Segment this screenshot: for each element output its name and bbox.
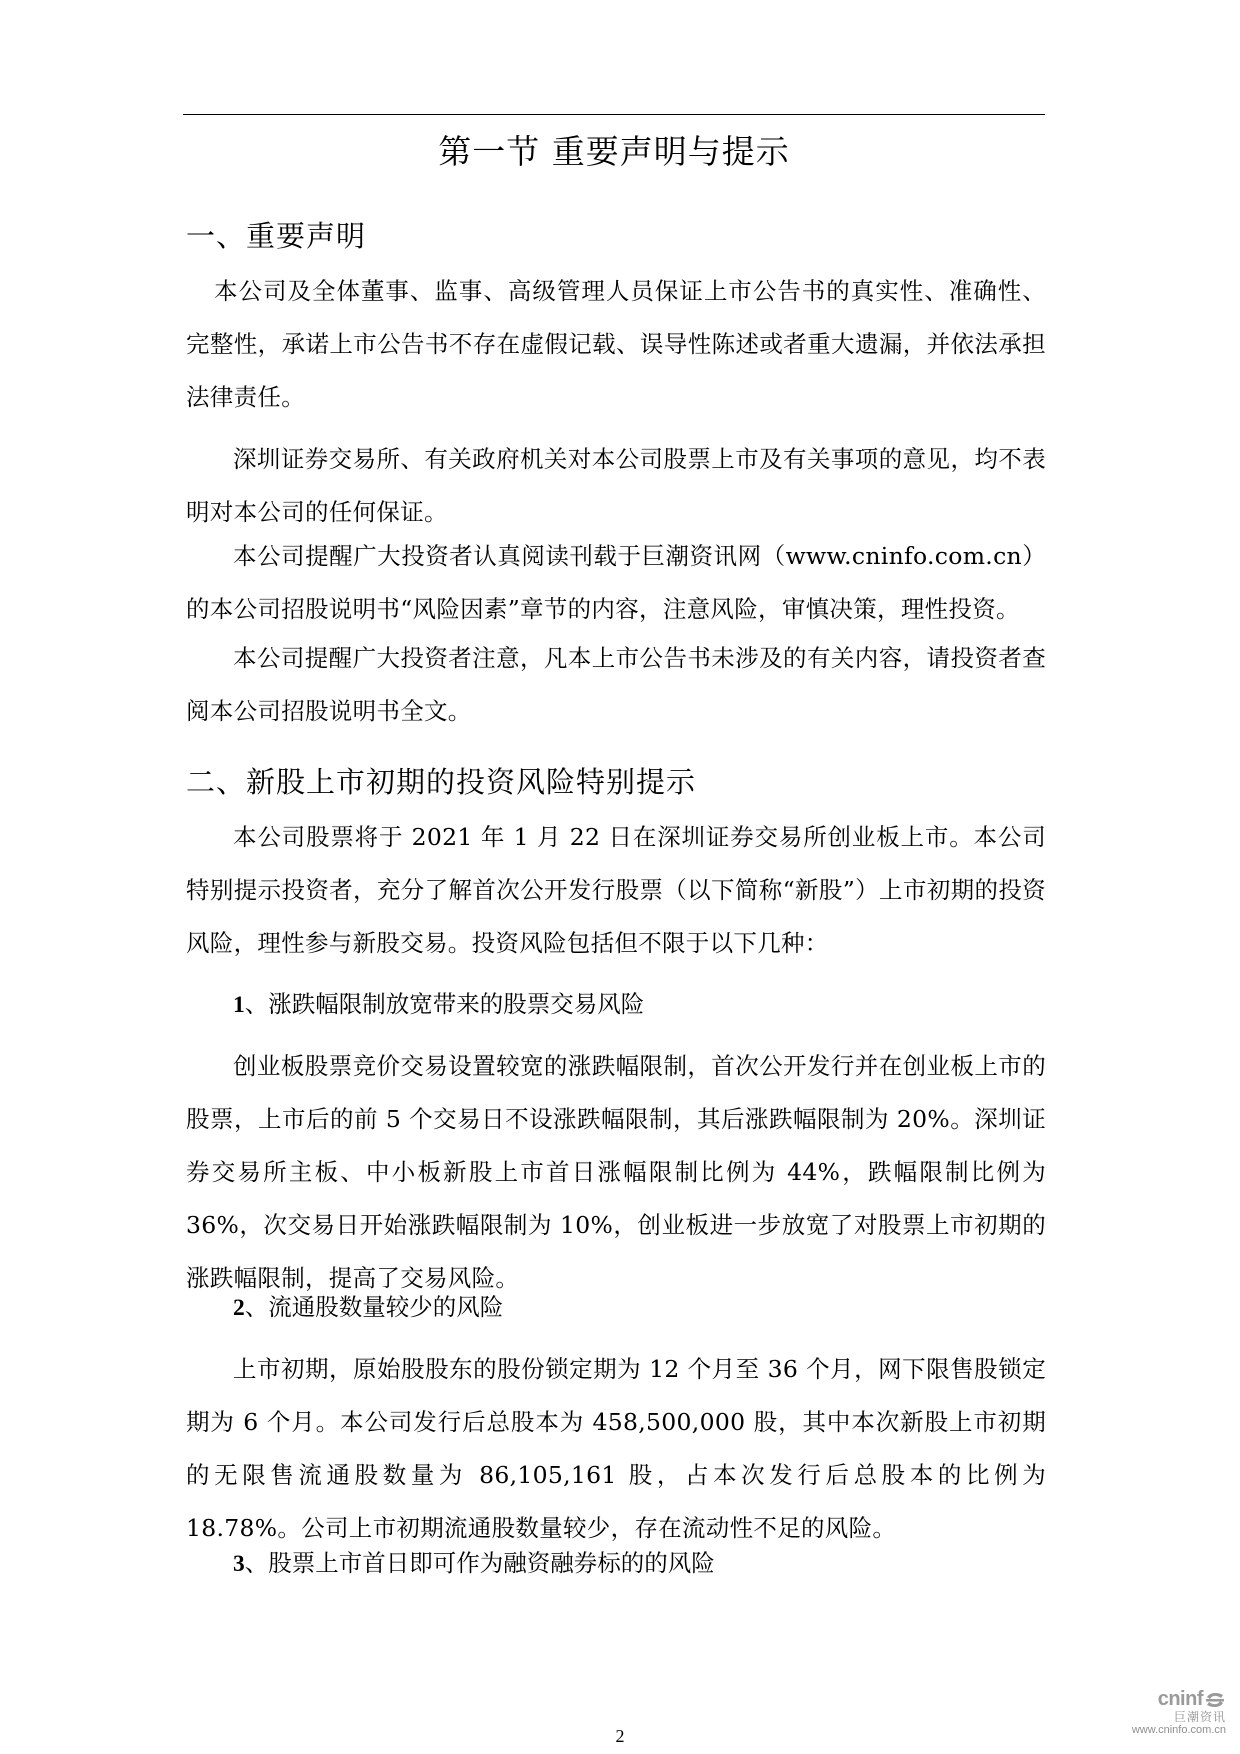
watermark-url: www.cninfo.com.cn <box>1131 1724 1226 1736</box>
risk-number: 1 <box>233 992 245 1018</box>
page-number: 2 <box>615 1726 625 1746</box>
paragraph-risk-intro: 本公司股票将于 2021 年 1 月 22 日在深圳证券交易所创业板上市。本公司特别提示投资者，充分了解首次公开发行股票（以下简称“新股”）上市初期的投资风险，理性参与新股交易。投资风险包括但不限于以下几种： <box>186 823 1046 957</box>
risk-number: 2 <box>233 1295 245 1321</box>
risk-heading-1 <box>233 984 644 1025</box>
paragraph-risk-2: 上市初期，原始股股东的股份锁定期为 12 个月至 36 个月，网下限售股锁定期为 6 个月。本公司发行后总股本为 458,500,000 股，其中本次新股上市初期的无限售流通股数量为 86,105,161 股，占本次发行后总股本的比例为18.78%。公司上市初期流通股数量较少，存在流动性不足的风险。 <box>186 1355 1046 1542</box>
cninfo-watermark <box>1108 1688 1226 1737</box>
risk-title: 、流通股数量较少的风险 <box>244 1293 504 1321</box>
risk-number: 3 <box>233 1551 245 1577</box>
paragraph-statement-1: 本公司及全体董事、监事、高级管理人员保证上市公告书的真实性、准确性、完整性，承诺上市公告书不存在虚假记载、误导性陈述或者重大遗漏，并依法承担法律责任。 <box>186 277 1046 411</box>
header-rule <box>183 114 1045 115</box>
risk-heading-2 <box>233 1287 503 1328</box>
section-title: 第一节 重要声明与提示 <box>438 132 790 171</box>
cninfo-logo-icon <box>1204 1691 1226 1709</box>
risk-heading-3 <box>233 1543 715 1584</box>
risk-title: 、股票上市首日即可作为融资融券标的的风险 <box>244 1549 715 1577</box>
risk-title: 、涨跌幅限制放宽带来的股票交易风险 <box>244 990 645 1018</box>
paragraph-risk-1: 创业板股票竞价交易设置较宽的涨跌幅限制，首次公开发行并在创业板上市的股票，上市后的前 5 个交易日不设涨跌幅限制，其后涨跌幅限制为 20%。深圳证券交易所主板、中小板新股上市首日涨幅限制比例为 44%，跌幅限制比例为 36%，次交易日开始涨跌幅限制为 10%，创业板进一步放宽了对股票上市初期的涨跌幅限制，提高了交易风险。 <box>186 1052 1046 1292</box>
paragraph-statement-4: 本公司提醒广大投资者注意，凡本上市公告书未涉及的有关内容，请投资者查阅本公司招股说明书全文。 <box>186 644 1046 725</box>
heading-important-statement: 一、重要声明 <box>186 219 367 253</box>
watermark-brand-cn: 巨潮资讯 <box>1173 1710 1226 1724</box>
heading-investment-risk: 二、新股上市初期的投资风险特别提示 <box>186 765 697 799</box>
paragraph-statement-3: 本公司提醒广大投资者认真阅读刊载于巨潮资讯网（www.cninfo.com.cn）的本公司招股说明书“风险因素”章节的内容，注意风险，审慎决策，理性投资。 <box>186 542 1046 623</box>
watermark-brand: cninf <box>1157 1688 1203 1710</box>
paragraph-statement-2: 深圳证券交易所、有关政府机关对本公司股票上市及有关事项的意见，均不表明对本公司的任何保证。 <box>186 445 1046 526</box>
